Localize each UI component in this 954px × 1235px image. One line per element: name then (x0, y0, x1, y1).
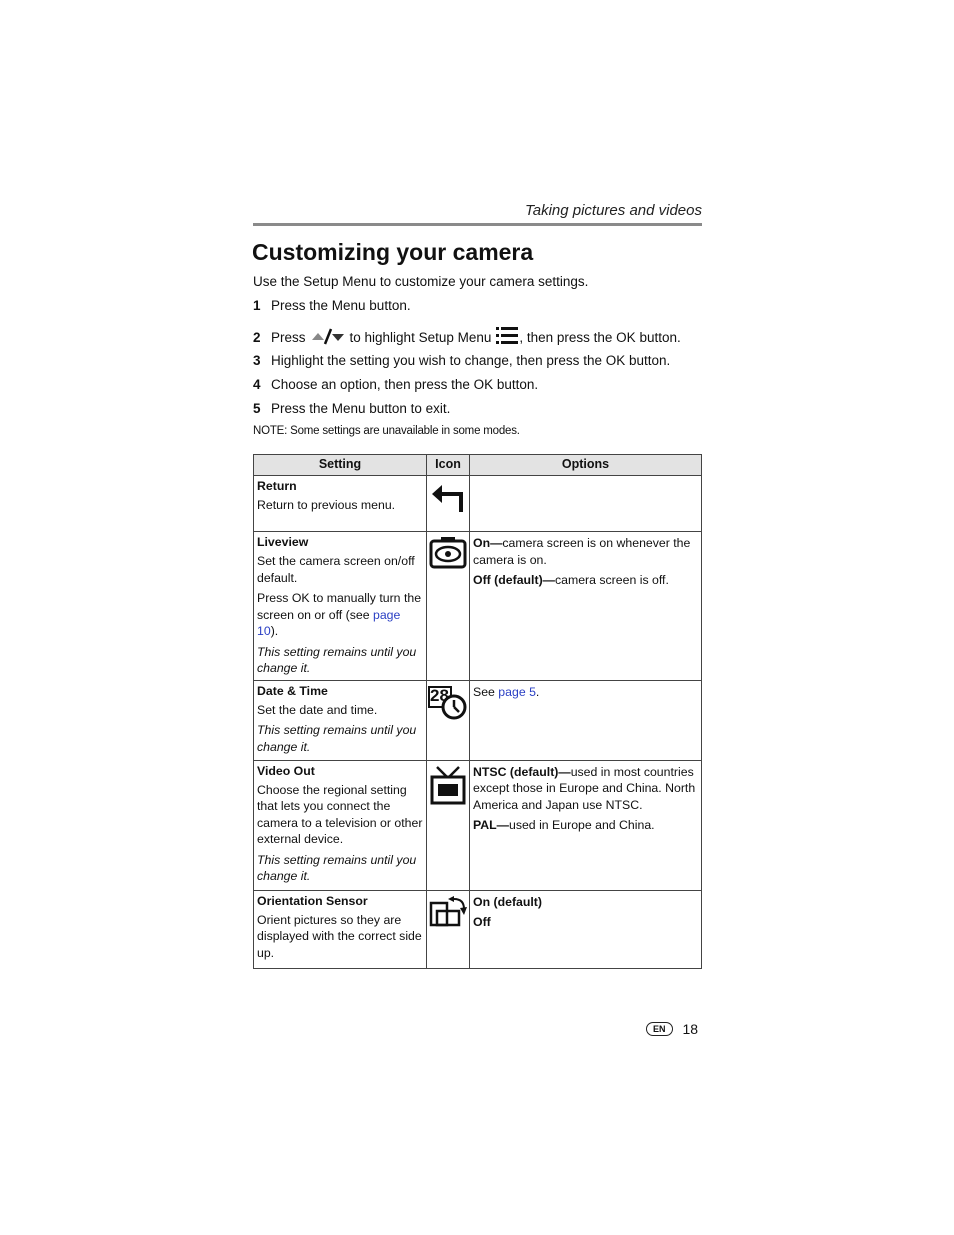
option-text: . (535, 684, 540, 699)
step-text: , then press the OK button. (519, 330, 681, 345)
page-title: Customizing your camera (252, 239, 534, 265)
options-cell (470, 890, 702, 969)
setting-cell (254, 760, 427, 890)
setting-cell (254, 890, 427, 969)
options-cell (470, 680, 702, 760)
desc-text: Press OK to manually turn the screen on or off (see (257, 591, 422, 622)
page-link[interactable]: page 10 (257, 607, 401, 638)
orientation-icon (428, 920, 468, 934)
step-text: Press the Menu button. (271, 298, 411, 313)
language-badge: EN (646, 1022, 673, 1036)
table-row (254, 532, 702, 681)
setting-desc: Set the date and time. (257, 702, 378, 717)
note-text: NOTE: Some settings are unavailable in some modes. (253, 425, 520, 437)
option-text: camera screen is off. (554, 573, 669, 587)
step-text: to highlight Setup Menu (349, 330, 492, 345)
icon-cell (427, 532, 470, 681)
icon-cell (427, 476, 470, 532)
up-down-arrow-icon (310, 326, 346, 349)
page-link[interactable]: page 5 (498, 684, 536, 699)
option-text: See (473, 684, 499, 699)
options-cell (470, 532, 702, 681)
table-row (254, 760, 702, 890)
options-cell (470, 476, 702, 532)
step-3 (253, 353, 670, 368)
option-label: On— (473, 536, 503, 550)
step-number: 3 (253, 353, 261, 368)
setting-desc: Set the camera screen on/off default. (257, 554, 415, 585)
step-number: 2 (253, 330, 261, 345)
setting-name: Liveview (257, 535, 309, 549)
setting-desc-2 (257, 590, 423, 640)
option-on (473, 535, 698, 568)
setting-cell (254, 476, 427, 532)
table-row (254, 890, 702, 969)
options-cell (470, 760, 702, 890)
header-icon: Icon (427, 455, 470, 476)
option-off (473, 572, 698, 589)
setting-note: This setting remains until you change it. (257, 644, 417, 675)
header-setting: Setting (254, 455, 427, 476)
step-5 (253, 401, 450, 416)
setting-name: Video Out (257, 763, 315, 778)
setting-name: Orientation Sensor (257, 893, 368, 908)
option-on-default: On (default) (473, 894, 542, 909)
option-pal (473, 817, 698, 834)
step-1 (253, 298, 411, 313)
header-rule (253, 223, 702, 226)
setting-name: Date & Time (257, 683, 328, 698)
setting-cell (254, 680, 427, 760)
return-arrow-icon (430, 505, 466, 519)
table-header-row (254, 455, 702, 476)
table-row (254, 476, 702, 532)
calendar-day: 28 (430, 685, 449, 705)
icon-cell (427, 890, 470, 969)
option-label: PAL— (473, 818, 509, 832)
option-off: Off (473, 915, 491, 929)
setup-menu-icon (495, 325, 519, 350)
step-text: Press the Menu button to exit. (271, 401, 451, 416)
option-text: used in most countries except those in Europe and China. North America and Japan use NTSC. (473, 764, 696, 812)
step-text: Choose an option, then press the OK button. (271, 377, 539, 392)
step-text: Highlight the setting you wish to change, then press the OK button. (271, 353, 671, 368)
step-number: 4 (253, 377, 261, 392)
option-label: Off (default)— (473, 573, 555, 587)
page-number: 18 (682, 1021, 699, 1037)
step-number: 5 (253, 401, 261, 416)
desc-text: ). (270, 624, 279, 638)
option-label: NTSC (default)— (473, 764, 571, 779)
step-2 (253, 325, 681, 350)
settings-table (253, 454, 702, 969)
page-footer (646, 1021, 698, 1037)
liveview-eye-icon (429, 559, 467, 573)
setting-desc: Choose the regional setting that lets you connect the camera to a television or other external device. (257, 782, 423, 846)
option-text: used in Europe and China. (508, 818, 655, 832)
option-ntsc (473, 764, 698, 814)
step-4 (253, 377, 538, 392)
intro-text: Use the Setup Menu to customize your camera settings. (253, 274, 589, 289)
icon-cell (427, 680, 470, 760)
setting-name: Return (257, 479, 297, 493)
calendar-clock-icon (428, 685, 468, 721)
setting-desc: Orient pictures so they are displayed with the correct side up. (257, 912, 422, 960)
option-text: camera screen is on whenever the camera is on. (473, 536, 691, 567)
tv-icon (429, 794, 467, 808)
setting-cell (254, 532, 427, 681)
setting-note: This setting remains until you change it. (257, 852, 417, 883)
step-number: 1 (253, 298, 261, 313)
setting-desc: Return to previous menu. (257, 498, 396, 512)
setting-note: This setting remains until you change it. (257, 723, 417, 754)
section-header: Taking pictures and videos (524, 202, 702, 219)
step-text: Press (271, 330, 306, 345)
option-see (473, 684, 698, 701)
icon-cell (427, 760, 470, 890)
header-options: Options (470, 455, 702, 476)
table-row (254, 680, 702, 760)
